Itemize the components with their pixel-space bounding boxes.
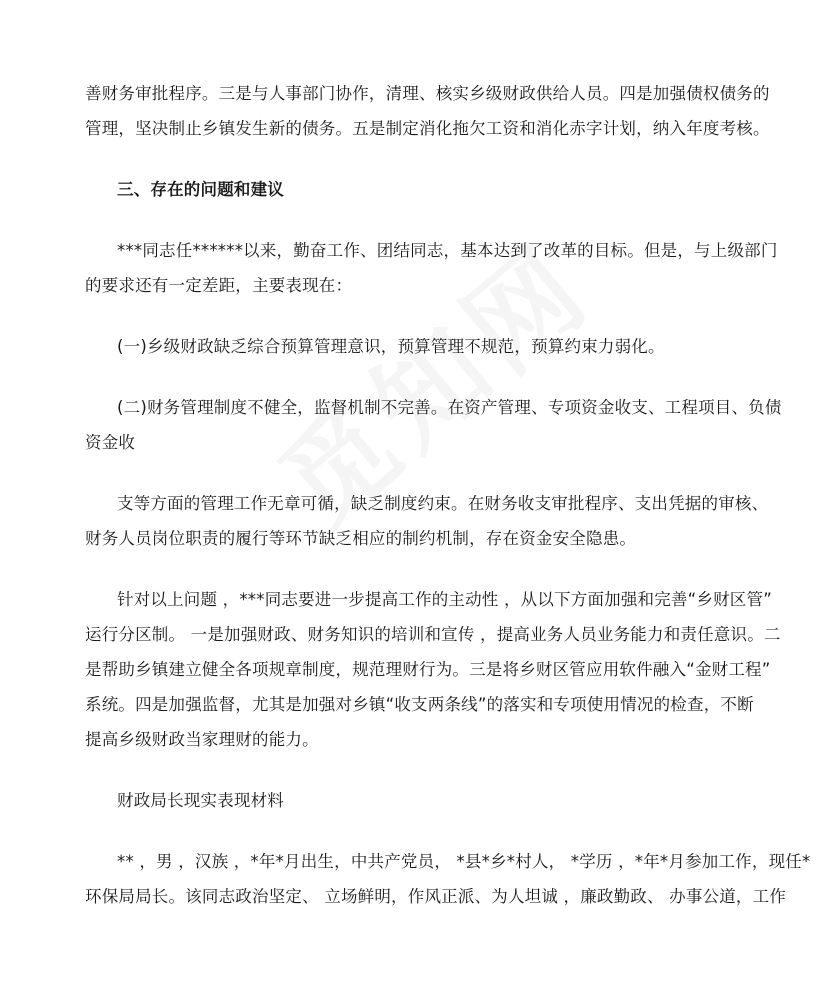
paragraph-line: 系统。四是加强监督，尤其是加强对乡镇“收支两条线”的落实和专项使用情况的检查，不断 (85, 695, 754, 714)
paragraph-line: 针对以上问题 ，***同志要进一步提高工作的主动性 ，从以下方面加强和完善“乡财区管” (117, 590, 772, 609)
paragraph-line: 善财务审批程序。三是与人事部门协作，清理、核实乡级财政供给人员。四是加强债权债务的 (85, 84, 770, 103)
paragraph-line: 环保局局长。该同志政治坚定、 立场鲜明，作风正派、为人坦诚 ，廉政勤政、 办事公道，工作 (85, 887, 787, 906)
paragraph-line: 资金收 (85, 433, 136, 452)
paragraph-line: 提高乡级财政当家理财的能力。 (85, 730, 319, 749)
paragraph-line: 是帮助乡镇建立健全各项规章制度，规范理财行为。三是将乡财区管应用软件融入“金财工程” (85, 660, 771, 679)
paragraph-line: 管理，坚决制止乡镇发生新的债务。五是制定消化拖欠工资和消化赤字计划，纳入年度考核。 (85, 119, 770, 138)
paragraph-line: 支等方面的管理工作无章可循，缺乏制度约束。在财务收支审批程序、支出凭据的审核、 (117, 494, 769, 513)
paragraph-line: 的要求还有一定差距，主要表现在： (85, 276, 353, 295)
paragraph-line: 财务人员岗位职责的履行等环节缺乏相应的制约机制，存在资金安全隐患。 (85, 529, 637, 548)
paragraph-line: (一)乡级财政缺乏综合预算管理意识，预算管理不规范，预算约束力弱化。 (117, 337, 665, 356)
section-heading: 三、存在的问题和建议 (117, 180, 284, 199)
paragraph-line: ** ，男 ，汉族 ，*年*月出生，中共产党员， *县*乡*村人， *学历 ，*年*月参加工作，现任* (117, 852, 811, 871)
paragraph-line: (二)财务管理制度不健全，监督机制不完善。在资产管理、专项资金收支、工程项目、负债 (117, 398, 782, 417)
subtitle-line: 财政局长现实表现材料 (117, 791, 284, 810)
paragraph-line: ***同志任******以来，勤奋工作、团结同志，基本达到了改革的目标。但是，与上级部门 (117, 241, 778, 260)
paragraph-line: 运行分区制。 一是加强财政、财务知识的培训和宣传 ，提高业务人员业务能力和责任意识。二 (85, 625, 781, 644)
